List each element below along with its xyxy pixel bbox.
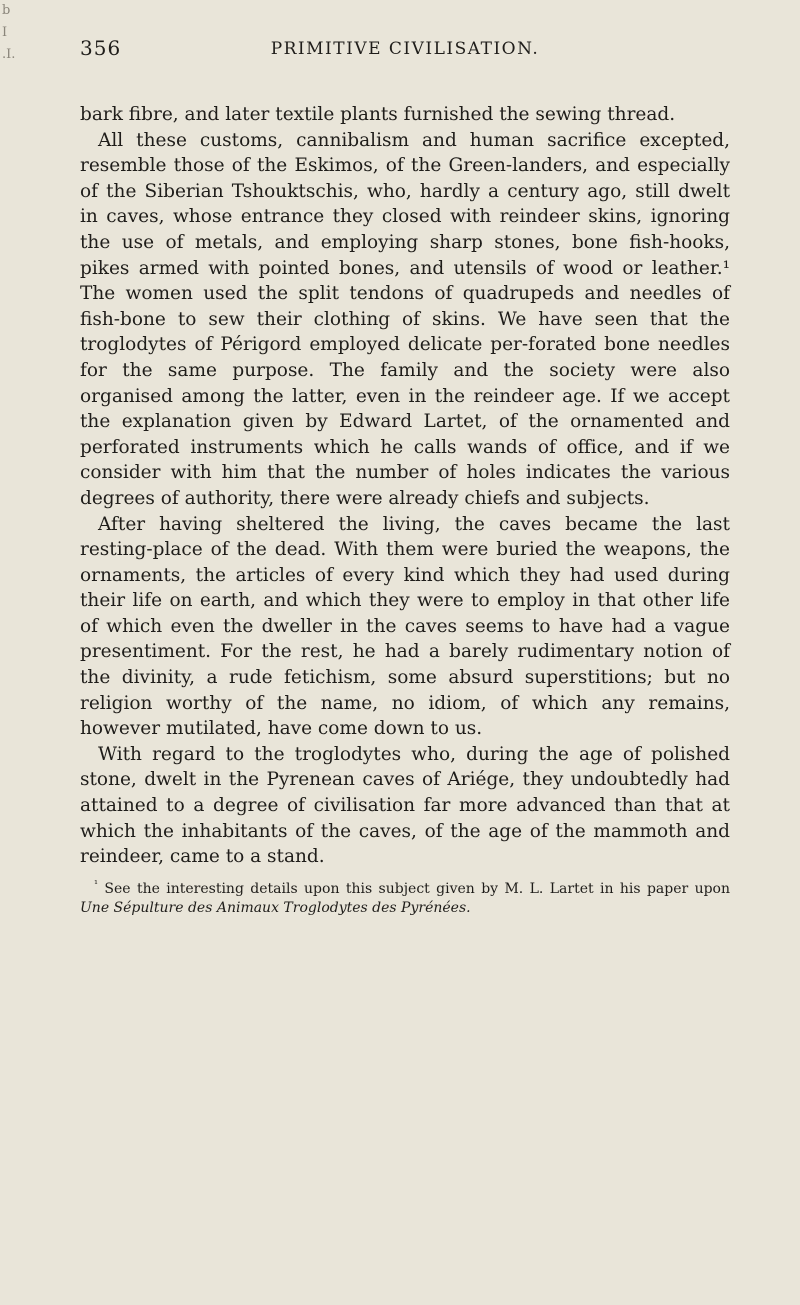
running-head (80, 36, 730, 72)
footnote-cited-title: Une Sépulture des Animaux Troglodytes des Pyrénées. (80, 899, 471, 916)
running-title: PRIMITIVE CIVILISATION. (270, 39, 540, 59)
footnote-text: See the interesting details upon this subject given by M. L. Lartet in his paper upon (104, 880, 731, 897)
paragraph: With regard to the troglodytes who, during the age of polished stone, dwelt in the Pyrenean caves of Ariége, they undoubtedly had attained to a degree of civilisation far more advanced than that at which the inhabitants of the caves, of the age of the mammoth and reindeer, came to a stand. (80, 743, 730, 868)
footnote-marker: ¹ (94, 879, 99, 891)
page-number: 356 (80, 36, 122, 60)
bleed-through-edge-marks (2, 0, 16, 100)
paragraph: bark fibre, and later textile plants furnished the sewing thread. (80, 104, 676, 125)
footnote (80, 880, 730, 918)
edge-mark: .I. (2, 47, 16, 62)
paragraph: All these customs, cannibalism and human sacrifice excepted, resemble those of the Eskimos, of the Green-landers, and especially of the Siberian Tshouktschis, who, hardly a century ago, still dwelt in caves, whose entrance they closed with reindeer skins, ignoring the use of metals, and employing sharp stones, bone fish-hooks, pikes armed with pointed bones, and utensils of wood or leather.¹ The women used the split tendons of quadrupeds and needles of fish-bone to sew their clothing of skins. We have seen that the troglodytes of Périgord employed delicate per-forated bone needles for the same purpose. The family and the society were also organised among the latter, even in the reindeer age. If we accept the explanation given by Edward Lartet, of the ornamented and perforated instruments which he calls wands of office, and if we consider with him that the number of holes indicates the various degrees of authority, there were already chiefs and subjects. (80, 129, 730, 509)
body-text (80, 102, 730, 870)
paragraph: After having sheltered the living, the caves became the last resting-place of the dead. With them were buried the weapons, the ornaments, the articles of every kind which they had used during their life on earth, and which they were to employ in that other life of which even the dweller in the caves seems to have had a vague presentiment. For the rest, he had a barely rudimentary notion of the divinity, a rude fetichism, some absurd superstitions; but no religion worthy of the name, no idiom, of which any remains, however mutilated, have come down to us. (80, 513, 730, 740)
edge-mark: I (2, 25, 8, 40)
edge-mark: b (2, 3, 11, 18)
